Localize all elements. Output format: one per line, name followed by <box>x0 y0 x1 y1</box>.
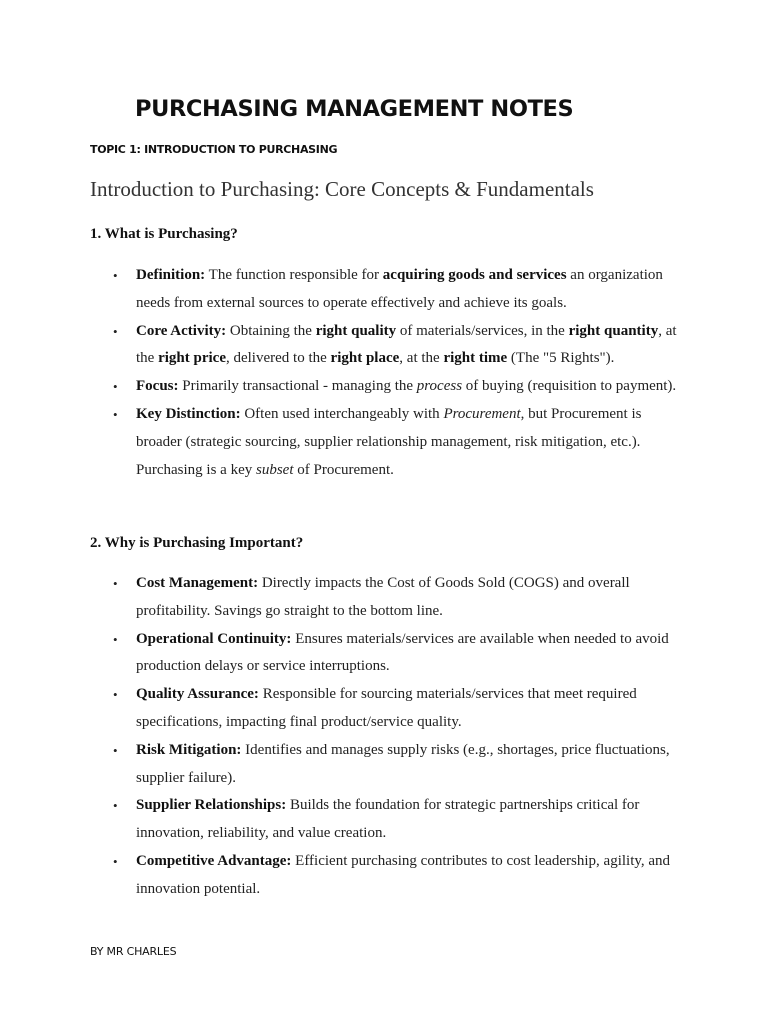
list-item <box>90 401 690 484</box>
item-label: Quality Assurance: <box>136 686 259 703</box>
item-text: Often used interchangeably with <box>240 405 444 422</box>
bullet-icon: • <box>113 853 118 869</box>
item-text: , at the <box>136 322 677 367</box>
document-footer: BY MR CHARLES <box>90 945 177 958</box>
list-item <box>90 570 690 626</box>
list-item <box>90 848 690 904</box>
bullet-icon: • <box>113 742 118 758</box>
list-item <box>90 373 690 401</box>
item-emphasis: acquiring goods and services <box>382 267 567 283</box>
item-emphasis: right price <box>158 350 226 367</box>
item-emphasis: right quantity <box>568 322 659 339</box>
item-text: of Procurement. <box>293 461 394 478</box>
item-text: , delivered to the <box>225 350 331 367</box>
document-subtitle: Introduction to Purchasing: Core Concepts & Fundamentals <box>90 177 594 201</box>
list-item <box>90 318 690 374</box>
item-text: The function responsible for <box>205 267 383 283</box>
item-label: Operational Continuity: <box>136 630 292 647</box>
item-text: Efficient purchasing contributes to cost leadership, agility, and innovation potential. <box>136 852 671 897</box>
item-label: Core Activity: <box>136 322 227 339</box>
item-italic: Procurement <box>443 405 521 422</box>
item-italic: subset <box>255 461 294 478</box>
document-title: PURCHASING MANAGEMENT NOTES <box>135 96 574 122</box>
item-text: , at the <box>399 350 444 367</box>
item-label: Cost Management: <box>136 575 259 591</box>
item-label: Risk Mitigation: <box>136 741 242 758</box>
item-text: of materials/services, in the <box>396 322 569 339</box>
item-emphasis: right place <box>330 350 400 367</box>
item-text: Obtaining the <box>226 322 316 339</box>
bullet-icon: • <box>113 268 118 283</box>
bullet-icon: • <box>113 798 118 814</box>
item-text: Identifies and manages supply risks (e.g., shortages, price fluctuations, supplier failure). <box>136 741 670 786</box>
item-text: Builds the foundation for strategic partnerships critical for innovation, reliability, and value creation. <box>136 797 640 842</box>
list-item <box>90 626 690 682</box>
bullet-icon: • <box>113 687 118 703</box>
topic-heading: TOPIC 1: INTRODUCTION TO PURCHASING <box>90 143 338 156</box>
list-item <box>90 792 690 848</box>
item-text: Responsible for sourcing materials/services that meet required specifications, impacting final product/service quality. <box>136 686 637 730</box>
item-emphasis: right quality <box>315 322 397 339</box>
item-text: an organization needs from external sources to operate effectively and achieve its goals. <box>136 267 663 311</box>
bullet-list-why-important <box>90 570 690 904</box>
list-item <box>90 262 690 318</box>
item-text: (The "5 Rights"). <box>507 350 615 367</box>
section-heading-why-important: 2. Why is Purchasing Important? <box>90 535 304 551</box>
item-text: Ensures materials/services are available when needed to avoid production delays or service interruptions. <box>136 630 669 675</box>
bullet-icon: • <box>113 406 118 422</box>
item-label: Competitive Advantage: <box>136 852 292 869</box>
bullet-icon: • <box>113 379 118 395</box>
item-text: of buying (requisition to payment). <box>462 378 677 395</box>
bullet-icon: • <box>113 576 118 591</box>
item-text: Primarily transactional - managing the <box>178 378 417 395</box>
bullet-icon: • <box>113 323 118 339</box>
item-text: , but Procurement is broader (strategic sourcing, supplier relationship management, risk mitigation, etc.). Purchasing is a key <box>136 405 642 478</box>
item-text: Directly impacts the Cost of Goods Sold (COGS) and overall profitability. Savings go straight to the bottom line. <box>136 575 630 619</box>
item-italic: process <box>416 378 463 395</box>
bullet-icon: • <box>113 631 118 647</box>
section-heading-what-is-purchasing: 1. What is Purchasing? <box>90 226 238 242</box>
list-item <box>90 681 690 737</box>
item-label: Supplier Relationships: <box>136 797 287 814</box>
item-label: Focus: <box>136 378 179 395</box>
item-label: Definition: <box>136 267 206 283</box>
item-label: Key Distinction: <box>136 405 241 422</box>
bullet-list-what-is-purchasing <box>90 262 690 484</box>
list-item <box>90 737 690 793</box>
item-emphasis: right time <box>443 350 508 367</box>
